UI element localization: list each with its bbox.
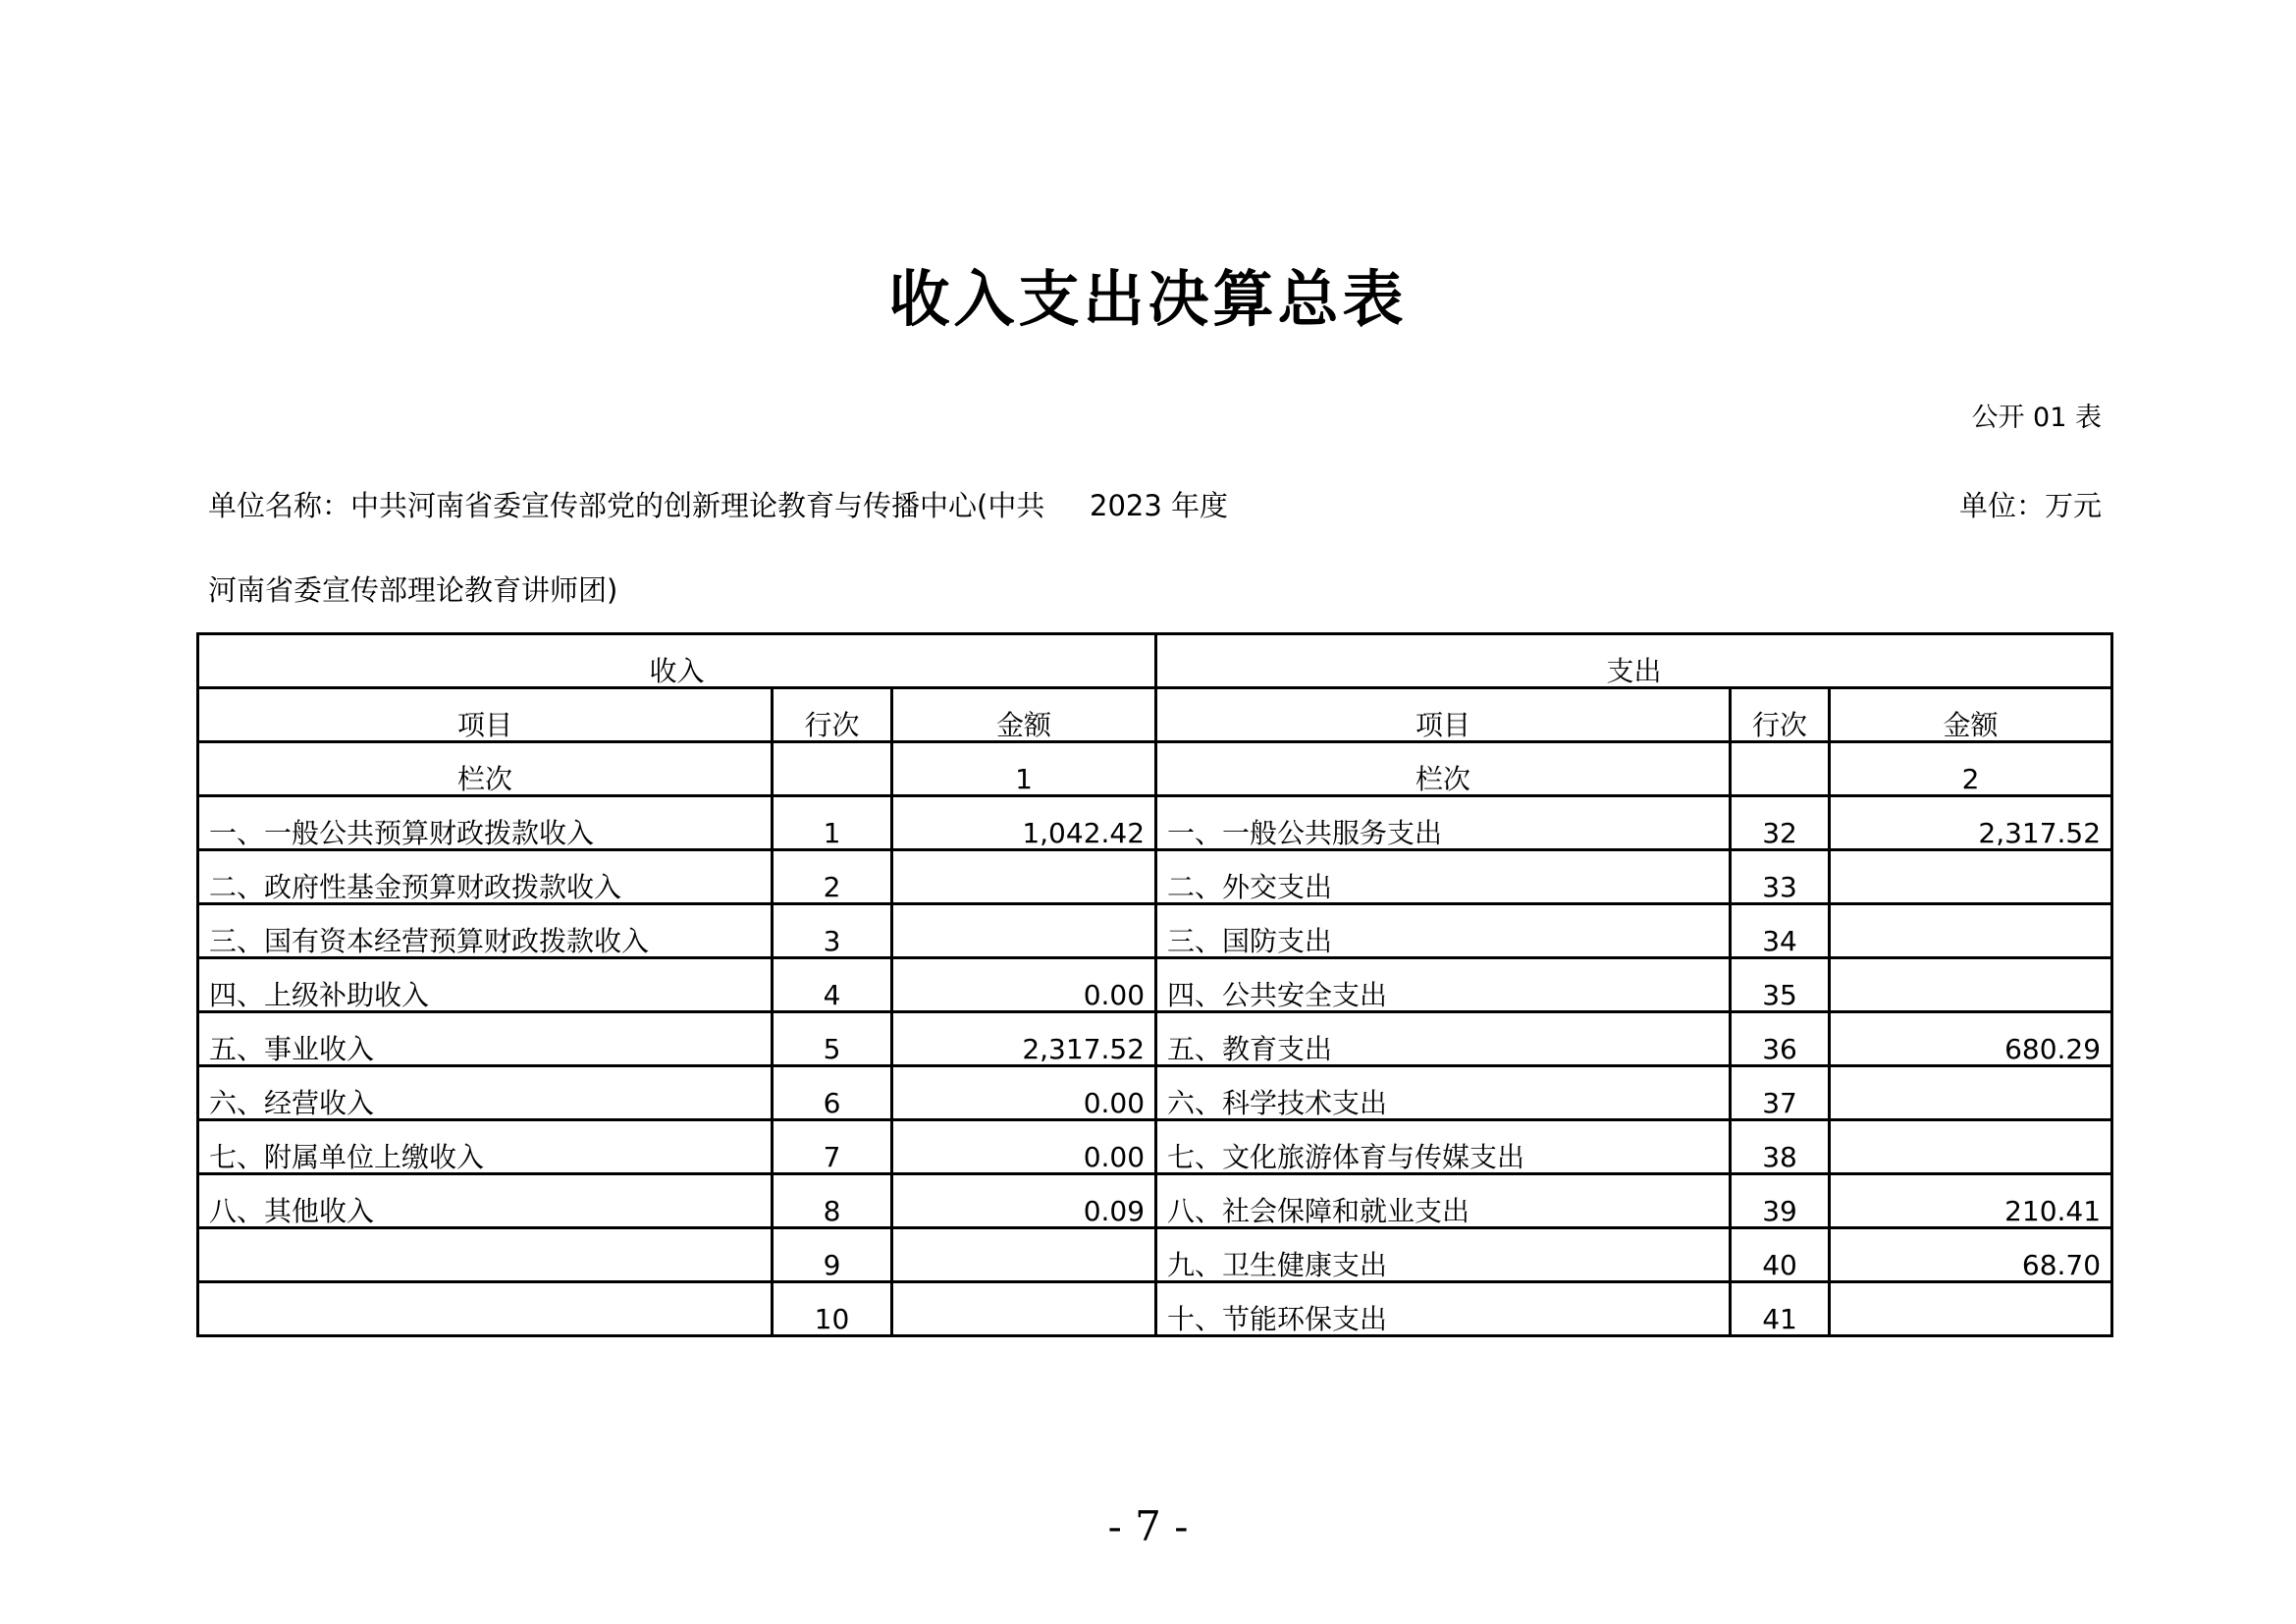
section-header-row (198, 634, 2112, 688)
income-item: 一、一般公共预算财政拨款收入 (198, 796, 773, 850)
income-amount: 0.00 (892, 958, 1156, 1012)
income-amount: 0.00 (892, 1120, 1156, 1174)
expense-line: 39 (1731, 1174, 1830, 1228)
expense-line: 38 (1731, 1120, 1830, 1174)
income-item: 八、其他收入 (198, 1174, 773, 1228)
table-row (198, 1012, 2112, 1066)
currency-unit: 单位：万元 (1958, 489, 2102, 522)
income-amount: 0.09 (892, 1174, 1156, 1228)
income-line: 1 (773, 796, 892, 850)
income-item: 四、上级补助收入 (198, 958, 773, 1012)
expense-line-header: 行次 (1731, 688, 1830, 742)
expense-line: 35 (1731, 958, 1830, 1012)
expense-line: 33 (1731, 850, 1830, 904)
income-amount (892, 1282, 1156, 1336)
expense-item: 九、卫生健康支出 (1156, 1228, 1731, 1282)
table-row (198, 1066, 2112, 1120)
expense-item: 四、公共安全支出 (1156, 958, 1731, 1012)
income-item: 六、经营收入 (198, 1066, 773, 1120)
income-expense-table (196, 632, 2113, 1337)
page-title: 收入支出决算总表 (888, 263, 1408, 335)
expense-lanci-line (1731, 742, 1830, 796)
expense-item: 六、科学技术支出 (1156, 1066, 1731, 1120)
income-amount: 0.00 (892, 1066, 1156, 1120)
expense-item: 八、社会保障和就业支出 (1156, 1174, 1731, 1228)
expense-col-number: 2 (1830, 742, 2112, 796)
expense-amount (1830, 904, 2112, 958)
expense-line: 32 (1731, 796, 1830, 850)
fiscal-year: 2023 年度 (1090, 489, 1229, 522)
expense-amount (1830, 850, 2112, 904)
income-lanci-label: 栏次 (198, 742, 773, 796)
expense-item: 二、外交支出 (1156, 850, 1731, 904)
table-row (198, 904, 2112, 958)
table-row (198, 1228, 2112, 1282)
table-row (198, 796, 2112, 850)
unit-name-line2: 河南省委宣传部理论教育讲师团) (208, 573, 618, 607)
expense-line: 41 (1731, 1282, 1830, 1336)
table-row (198, 958, 2112, 1012)
income-amount (892, 850, 1156, 904)
income-line: 9 (773, 1228, 892, 1282)
expense-item: 七、文化旅游体育与传媒支出 (1156, 1120, 1731, 1174)
income-item (198, 1228, 773, 1282)
income-line-header: 行次 (773, 688, 892, 742)
income-amount (892, 1228, 1156, 1282)
expense-item: 三、国防支出 (1156, 904, 1731, 958)
income-item: 五、事业收入 (198, 1012, 773, 1066)
expense-amount: 68.70 (1830, 1228, 2112, 1282)
table-row (198, 1174, 2112, 1228)
expense-lanci-label: 栏次 (1156, 742, 1731, 796)
income-line: 8 (773, 1174, 892, 1228)
expense-amount (1830, 958, 2112, 1012)
income-lanci-line (773, 742, 892, 796)
income-line: 2 (773, 850, 892, 904)
income-line: 6 (773, 1066, 892, 1120)
expense-item-header: 项目 (1156, 688, 1731, 742)
table-row (198, 850, 2112, 904)
page-number: - 7 - (1107, 1502, 1189, 1550)
expense-item: 十、节能环保支出 (1156, 1282, 1731, 1336)
income-amount-header: 金额 (892, 688, 1156, 742)
expense-line: 34 (1731, 904, 1830, 958)
expense-header: 支出 (1156, 634, 2112, 688)
income-amount (892, 904, 1156, 958)
column-header-row (198, 688, 2112, 742)
income-line: 5 (773, 1012, 892, 1066)
expense-line: 37 (1731, 1066, 1830, 1120)
income-item: 二、政府性基金预算财政拨款收入 (198, 850, 773, 904)
expense-amount: 680.29 (1830, 1012, 2112, 1066)
income-line: 10 (773, 1282, 892, 1336)
income-item: 七、附属单位上缴收入 (198, 1120, 773, 1174)
income-item-header: 项目 (198, 688, 773, 742)
table-body (198, 634, 2112, 1336)
income-line: 7 (773, 1120, 892, 1174)
income-item: 三、国有资本经营预算财政拨款收入 (198, 904, 773, 958)
expense-item: 一、一般公共服务支出 (1156, 796, 1731, 850)
expense-amount (1830, 1120, 2112, 1174)
income-col-number: 1 (892, 742, 1156, 796)
income-header: 收入 (198, 634, 1156, 688)
table-row (198, 1120, 2112, 1174)
expense-amount: 210.41 (1830, 1174, 2112, 1228)
table-row (198, 1282, 2112, 1336)
expense-amount-header: 金额 (1830, 688, 2112, 742)
income-item (198, 1282, 773, 1336)
income-line: 4 (773, 958, 892, 1012)
expense-amount (1830, 1066, 2112, 1120)
income-line: 3 (773, 904, 892, 958)
income-amount: 2,317.52 (892, 1012, 1156, 1066)
unit-name-line1: 单位名称：中共河南省委宣传部党的创新理论教育与传播中心(中共 (208, 489, 1045, 522)
income-amount: 1,042.42 (892, 796, 1156, 850)
expense-item: 五、教育支出 (1156, 1012, 1731, 1066)
expense-amount (1830, 1282, 2112, 1336)
form-number: 公开 01 表 (1971, 403, 2102, 433)
expense-line: 36 (1731, 1012, 1830, 1066)
column-number-row (198, 742, 2112, 796)
expense-line: 40 (1731, 1228, 1830, 1282)
expense-amount: 2,317.52 (1830, 796, 2112, 850)
